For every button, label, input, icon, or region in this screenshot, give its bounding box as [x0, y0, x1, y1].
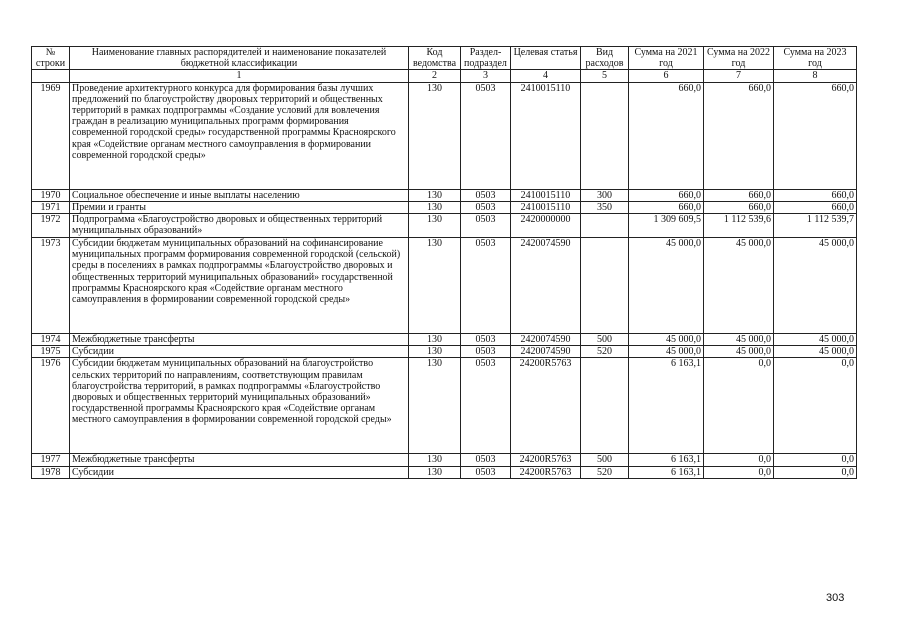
table-row [32, 214, 857, 238]
cell-code: 130 [409, 334, 461, 346]
table-row [32, 466, 857, 478]
cell-sum2021: 6 163,1 [629, 454, 704, 466]
column-number: 2 [409, 70, 461, 82]
cell-sum2023: 1 112 539,7 [774, 214, 857, 238]
table-row [32, 201, 857, 213]
cell-num: 1970 [32, 189, 70, 201]
table-row [32, 189, 857, 201]
header-cell: № строки [32, 47, 70, 70]
cell-sum2021: 45 000,0 [629, 238, 704, 334]
table-row [32, 238, 857, 334]
cell-sum2023: 0,0 [774, 454, 857, 466]
cell-code: 130 [409, 201, 461, 213]
cell-section: 0503 [461, 214, 511, 238]
budget-table [31, 46, 857, 479]
cell-code: 130 [409, 189, 461, 201]
cell-name: Субсидии [70, 466, 409, 478]
cell-sum2022: 0,0 [704, 358, 774, 454]
table-row [32, 358, 857, 454]
table-row [32, 334, 857, 346]
table-row [32, 454, 857, 466]
cell-sum2023: 660,0 [774, 201, 857, 213]
cell-target: 2420000000 [511, 214, 581, 238]
cell-sum2022: 1 112 539,6 [704, 214, 774, 238]
page-number: 303 [826, 592, 845, 604]
cell-type: 300 [581, 189, 629, 201]
cell-sum2021: 660,0 [629, 201, 704, 213]
cell-section: 0503 [461, 82, 511, 189]
column-number: 7 [704, 70, 774, 82]
cell-name: Межбюджетные трансферты [70, 454, 409, 466]
cell-sum2022: 660,0 [704, 189, 774, 201]
cell-name: Межбюджетные трансферты [70, 334, 409, 346]
cell-type: 520 [581, 466, 629, 478]
cell-sum2023: 45 000,0 [774, 238, 857, 334]
cell-sum2023: 660,0 [774, 189, 857, 201]
cell-code: 130 [409, 238, 461, 334]
cell-sum2022: 660,0 [704, 201, 774, 213]
cell-code: 130 [409, 214, 461, 238]
column-number: 8 [774, 70, 857, 82]
header-row [32, 47, 857, 70]
cell-section: 0503 [461, 238, 511, 334]
cell-name: Субсидии [70, 346, 409, 358]
cell-type [581, 238, 629, 334]
cell-num: 1975 [32, 346, 70, 358]
header-cell: Сумма на 2021 год [629, 47, 704, 70]
cell-type: 500 [581, 334, 629, 346]
cell-num: 1974 [32, 334, 70, 346]
cell-num: 1972 [32, 214, 70, 238]
header-cell: Код ведомства [409, 47, 461, 70]
cell-sum2022: 45 000,0 [704, 346, 774, 358]
cell-sum2023: 45 000,0 [774, 334, 857, 346]
cell-code: 130 [409, 82, 461, 189]
column-number: 4 [511, 70, 581, 82]
cell-sum2022: 45 000,0 [704, 334, 774, 346]
column-number [32, 70, 70, 82]
cell-sum2022: 45 000,0 [704, 238, 774, 334]
cell-name: Субсидии бюджетам муниципальных образований на софинансирование муниципальных программ формирования современной городской (сельской) среды в поселениях в рамках подпрограммы «Благоустройство дворовых и общественных территорий муниципальных образований» государственной программы Красноярского края «Содействие органам местного самоуправления в формировании современной городской среды» [70, 238, 409, 334]
cell-target: 2410015110 [511, 201, 581, 213]
cell-target: 2410015110 [511, 82, 581, 189]
cell-num: 1978 [32, 466, 70, 478]
cell-target: 2420074590 [511, 238, 581, 334]
column-number: 1 [70, 70, 409, 82]
cell-type: 350 [581, 201, 629, 213]
cell-name: Социальное обеспечение и иные выплаты населению [70, 189, 409, 201]
cell-section: 0503 [461, 346, 511, 358]
column-number: 6 [629, 70, 704, 82]
cell-type [581, 214, 629, 238]
header-cell: Сумма на 2023 год [774, 47, 857, 70]
cell-type [581, 82, 629, 189]
header-cell: Раздел-подраздел [461, 47, 511, 70]
cell-sum2022: 660,0 [704, 82, 774, 189]
header-cell: Сумма на 2022 год [704, 47, 774, 70]
header-cell: Вид расходов [581, 47, 629, 70]
header-cell: Целевая статья [511, 47, 581, 70]
cell-name: Проведение архитектурного конкурса для формирования базы лучших предложений по благоустройству дворовых территорий и общественных территорий в рамках подпрограммы «Создание условий для вовлечения граждан в реализацию муниципальных программ формирования современной городской среды» государственной программы Красноярского края «Содействие органам местного самоуправления в формировании современной городской среды» [70, 82, 409, 189]
cell-section: 0503 [461, 358, 511, 454]
cell-type: 520 [581, 346, 629, 358]
cell-section: 0503 [461, 466, 511, 478]
cell-num: 1969 [32, 82, 70, 189]
cell-name: Субсидии бюджетам муниципальных образований на благоустройство сельских территорий по направлениям, соответствующим правилам благоустройства территорий, в рамках подпрограммы «Благоустройство дворовых и общественных территорий муниципальных образований» государственной программы Красноярского края «Содействие органам местного самоуправления в формировании современной городской среды» [70, 358, 409, 454]
cell-section: 0503 [461, 454, 511, 466]
table-row [32, 82, 857, 189]
cell-sum2023: 45 000,0 [774, 346, 857, 358]
cell-name: Премии и гранты [70, 201, 409, 213]
cell-target: 24200R5763 [511, 466, 581, 478]
cell-sum2023: 0,0 [774, 358, 857, 454]
cell-target: 24200R5763 [511, 454, 581, 466]
cell-sum2021: 45 000,0 [629, 346, 704, 358]
cell-sum2021: 1 309 609,5 [629, 214, 704, 238]
cell-sum2021: 45 000,0 [629, 334, 704, 346]
cell-sum2022: 0,0 [704, 466, 774, 478]
cell-target: 2420074590 [511, 346, 581, 358]
cell-target: 2420074590 [511, 334, 581, 346]
cell-target: 2410015110 [511, 189, 581, 201]
cell-code: 130 [409, 454, 461, 466]
column-number-row [32, 70, 857, 82]
cell-sum2022: 0,0 [704, 454, 774, 466]
cell-sum2021: 660,0 [629, 82, 704, 189]
column-number: 3 [461, 70, 511, 82]
cell-type [581, 358, 629, 454]
cell-section: 0503 [461, 334, 511, 346]
cell-sum2021: 6 163,1 [629, 466, 704, 478]
table-body [32, 82, 857, 478]
cell-num: 1971 [32, 201, 70, 213]
table-row [32, 346, 857, 358]
cell-sum2023: 660,0 [774, 82, 857, 189]
cell-sum2021: 660,0 [629, 189, 704, 201]
cell-num: 1973 [32, 238, 70, 334]
cell-num: 1977 [32, 454, 70, 466]
cell-num: 1976 [32, 358, 70, 454]
cell-code: 130 [409, 466, 461, 478]
header-cell: Наименование главных распорядителей и наименование показателей бюджетной классификации [70, 47, 409, 70]
cell-code: 130 [409, 358, 461, 454]
cell-name: Подпрограмма «Благоустройство дворовых и общественных территорий муниципальных образований» [70, 214, 409, 238]
cell-sum2023: 0,0 [774, 466, 857, 478]
cell-section: 0503 [461, 189, 511, 201]
cell-target: 24200R5763 [511, 358, 581, 454]
cell-code: 130 [409, 346, 461, 358]
column-number: 5 [581, 70, 629, 82]
cell-sum2021: 6 163,1 [629, 358, 704, 454]
cell-section: 0503 [461, 201, 511, 213]
cell-type: 500 [581, 454, 629, 466]
